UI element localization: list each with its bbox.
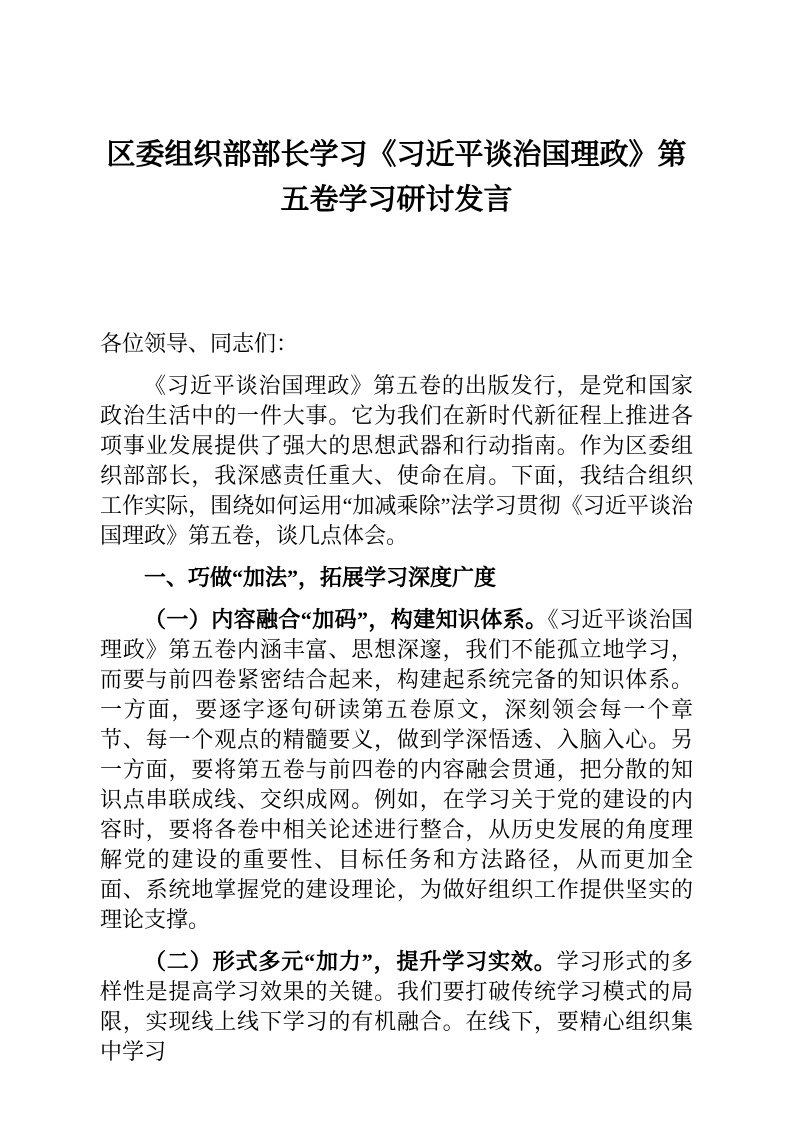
section-1-heading: 一、巧做“加法”，拓展学习深度广度 <box>144 565 497 590</box>
intro-paragraph: 《习近平谈治国理政》第五卷的出版发行，是党和国家政治生活中的一件大事。它为我们在新时代新征程上推进各项事业发展提供了强大的思想武器和行动指南。作为区委组织部部长，我深感责任重大、使命在肩。下面，我结合组织工作实际，围绕如何运用“加减乘除”法学习贯彻《习近平谈治国理政》第五卷，谈几点体会。 <box>100 373 693 548</box>
subsection-1-lead: （一）内容融合“加码”，构建知识体系。 <box>144 607 548 632</box>
subsection-1-paragraph <box>100 605 693 935</box>
subsection-2-paragraph <box>100 947 693 1067</box>
subsection-1-body: 《习近平谈治国理政》第五卷内涵丰富、思想深邃，我们不能孤立地学习，而要与前四卷紧密结合起来，构建起系统完备的知识体系。一方面，要逐字逐句研读第五卷原文，深刻领会每一个章节、每一个观点的精髓要义，做到学深悟透、入脑入心。另一方面，要将第五卷与前四卷的内容融会贯通，把分散的知识点串联成线、交织成网。例如，在学习关于党的建设的内容时，要将各卷中相关论述进行整合，从历史发展的角度理解党的建设的重要性、目标任务和方法路径，从而更加全面、系统地掌握党的建设理论，为做好组织工作提供坚实的理论支撑。 <box>100 607 693 932</box>
subsection-2-body: 学习形式的多样性是提高学习效果的关键。我们要打破传统学习模式的局限，实现线上线下学习的有机融合。在线下，要精心组织集中学习 <box>100 949 693 1064</box>
salutation-line: 各位领导、同志们： <box>100 331 299 356</box>
document-title: 区委组织部部长学习《习近平谈治国理政》第五卷学习研讨发言 <box>106 139 687 216</box>
subsection-2-lead: （二）形式多元“加力”，提升学习实效。 <box>144 949 557 974</box>
